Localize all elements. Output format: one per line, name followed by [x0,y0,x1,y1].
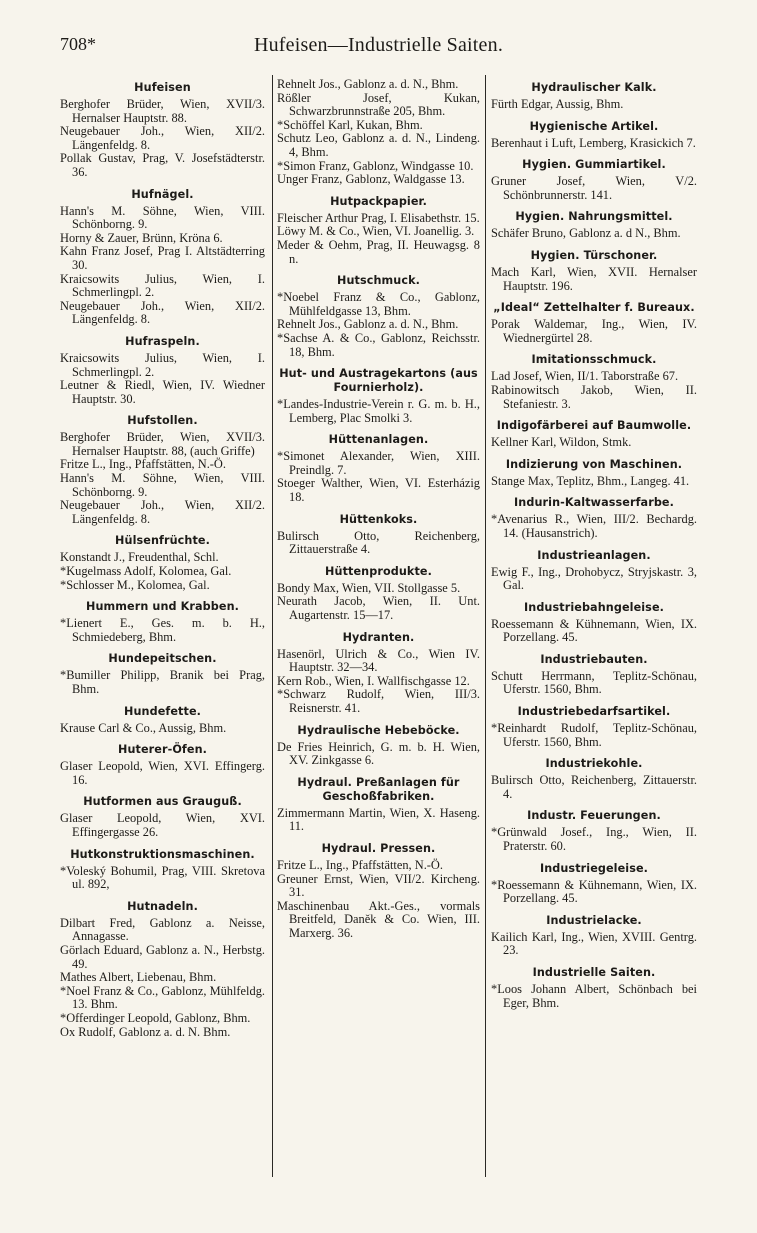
directory-entry: Glaser Leopold, Wien, XVI. Effingergasse 26. [60,811,265,839]
directory-entry: *Roessemann & Kühnemann, Wien, IX. Porzellang. 45. [491,877,697,906]
directory-entry: Bulirsch Otto, Reichenberg, Zittauerstr. 4. [491,773,697,801]
section-title: Industriegeleise. [539,861,649,875]
directory-entry: Maschinenbau Akt.-Ges., vormals Breitfeld, Daněk & Co. Wien, III. Marxerg. 36. [277,898,480,940]
column-divider [272,75,273,1177]
section-title: Indurin-Kaltwasserfarbe. [514,496,674,510]
directory-entry: Neugebauer Joh., Wien, XII/2. Längenfeldg. 8. [60,124,265,152]
directory-entry: Stange Max, Teplitz, Bhm., Langeg. 41. [491,473,690,488]
section-title: Industrielle Saiten. [532,966,656,979]
directory-entry: Horny & Zauer, Brünn, Kröna 6. [60,230,223,245]
directory-entry: Rehnelt Jos., Gablonz a. d. N., Bhm. [277,317,459,332]
section-title: Hüttenanlagen. [328,433,429,447]
directory-section [491,601,697,645]
section-title: Industriekohle. [545,757,643,771]
directory-section [491,862,697,906]
section-title: Hummern und Krabben. [86,600,239,614]
section-title: „Ideal“ Zettelhalter f. Bureaux. [493,301,695,315]
directory-section [277,776,480,834]
directory-entry: Hann's M. Söhne, Wien, VIII. Schönborng. 9. [60,203,265,232]
directory-section [491,549,697,593]
directory-entry: *Grünwald Josef., Ing., Wien, II. Praterstr. 60. [491,825,697,854]
directory-section [277,842,480,941]
directory-entry: *Bumiller Philipp, Branik bei Prag, Bhm. [60,668,265,696]
directory-entry: Rößler Josef, Kukan, Schwarzbrunnstraße 205, Bhm. [277,90,480,119]
directory-entry: Kraicsowits Julius, Wien, I. Schmerlingpl. 2. [60,271,265,300]
directory-section [491,249,697,293]
column-middle [277,78,480,941]
directory-entry: Leutner & Riedl, Wien, IV. Wiedner Hauptstr. 30. [60,378,265,406]
column-divider [485,75,486,1177]
section-title: Hydraulische Hebeböcke. [297,723,460,737]
section-title: Industriebedarfsartikel. [517,705,671,719]
directory-entry: Gruner Josef, Wien, V/2. Schönbrunnerstr. 141. [491,174,697,202]
section-title: Hutkonstruktionsmaschinen. [70,847,255,861]
directory-section [491,809,697,853]
directory-section [60,81,265,180]
section-title: Industr. Feuerungen. [527,809,661,823]
directory-entry: Hasenörl, Ulrich & Co., Wien IV. Hauptstr. 32—34. [277,646,480,675]
directory-entry: *Schlosser M., Kolomea, Gal. [60,577,210,592]
directory-section [491,496,697,540]
directory-entry: *Schöffel Karl, Kukan, Bhm. [277,117,423,132]
directory-entry: *Voleský Bohumil, Prag, VIII. Skretova ul. 892, [60,863,265,892]
section-title: Hüttenkoks. [339,512,418,526]
directory-entry: Bulirsch Otto, Reichenberg, Zittauerstraße 4. [277,528,480,557]
directory-entry: Schäfer Bruno, Gablonz a. d N., Bhm. [491,226,681,241]
directory-entry: *Loos Johann Albert, Schönbach bei Eger, Bhm. [491,982,697,1010]
directory-entry: Zimmermann Martin, Wien, X. Haseng. 11. [277,805,480,834]
page-number: 708* [60,34,96,54]
directory-section [60,335,265,406]
section-title: Hydraulischer Kalk. [531,81,657,94]
directory-entry: Kailich Karl, Ing., Wien, XVIII. Gentrg. 23. [491,929,697,958]
directory-section [60,652,265,696]
directory-entry: Stoeger Walther, Wien, VI. Esterházig 18. [277,476,480,505]
section-title: Hufeisen [134,81,191,94]
section-title: Hutnadeln. [127,899,198,913]
section-title: Hygien. Türschoner. [530,248,658,262]
directory-section [277,433,480,504]
section-title: Hüttenprodukte. [325,564,432,578]
directory-entry: *Simonet Alexander, Wien, XIII. Preindlg. 7. [277,449,480,477]
directory-section [491,653,697,697]
directory-section [60,188,265,327]
directory-entry: Berghofer Brüder, Wien, XVII/3. Hernalser Hauptstr. 88. [60,97,265,125]
directory-entry: Löwy M. & Co., Wien, VI. Joanellig. 3. [277,224,475,239]
directory-entry: De Fries Heinrich, G. m. b. H. Wien, XV. Zinkgasse 6. [277,739,480,768]
directory-section [277,724,480,768]
directory-entry: Unger Franz, Gablonz, Waldgasse 13. [277,172,465,187]
directory-section [60,414,265,526]
section-title: Industriebauten. [540,652,648,666]
section-title: Hygienische Artikel. [529,119,659,133]
directory-section [277,195,480,266]
directory-section [491,757,697,801]
section-title: Hutformen aus Grauguß. [83,795,242,809]
directory-section [491,914,697,958]
directory-entry: Mach Karl, Wien, XVII. Hernalser Hauptstr. 196. [491,264,697,293]
directory-section [277,631,480,716]
directory-entry: Roessemann & Kühnemann, Wien, IX. Porzellang. 45. [491,616,697,645]
directory-section [60,795,265,839]
directory-entry: *Lienert E., Ges. m. b. H., Schmiedeberg, Bhm. [60,616,265,644]
directory-entry: *Noebel Franz & Co., Gablonz, Mühlfeldgasse 13, Bhm. [277,290,480,318]
directory-entry: Dilbart Fred, Gablonz a. Neisse, Annagasse. [60,915,265,944]
directory-entry: *Avenarius R., Wien, III/2. Bechardg. 14. (Hausanstrich). [491,512,697,540]
directory-section [491,81,697,112]
section-title: Industrielacke. [546,913,642,927]
directory-entry: *Kugelmass Adolf, Kolomea, Gal. [60,564,232,579]
directory-entry: *Landes-Industrie-Verein r. G. m. b. H., Lemberg, Plac Smolki 3. [277,397,480,425]
directory-section [491,705,697,749]
directory-section [277,565,480,623]
section-title: Hutschmuck. [337,274,420,288]
directory-section [60,900,265,1039]
directory-section [491,966,697,1010]
directory-section [491,353,697,411]
directory-entry: *Noel Franz & Co., Gablonz, Mühlfeldg. 13. Bhm. [60,983,265,1012]
directory-section [60,534,265,592]
directory-entry: Pollak Gustav, Prag, V. Josefstädterstr. 36. [60,151,265,179]
directory-entry: Konstandt J., Freudenthal, Schl. [60,550,219,565]
directory-entry: Görlach Eduard, Gablonz a. N., Herbstg. 49. [60,942,265,971]
directory-entry: Schutt Herrmann, Teplitz-Schönau, Uferstr. 1560, Bhm. [491,668,697,697]
directory-entry: Porak Waldemar, Ing., Wien, IV. Wiednergürtel 28. [491,317,697,345]
directory-entry: Kahn Franz Josef, Prag I. Altstädterring 30. [60,244,265,272]
section-title: Huterer-Öfen. [117,743,207,757]
directory-entry: *Schwarz Rudolf, Wien, III/3. Reisnerstr. 41. [277,687,480,715]
directory-section [60,705,265,736]
column-left [60,78,265,1039]
directory-section [60,743,265,787]
section-title: Indizierung von Maschinen. [505,457,683,471]
directory-section [277,274,480,359]
page-header [0,34,757,60]
running-title: Hufeisen—Industrielle Saiten. [253,34,504,56]
section-title: Industriebahngeleise. [524,600,664,614]
directory-entry: Rehnelt Jos., Gablonz a. d. N., Bhm. [277,77,459,91]
section-title: Industrieanlagen. [537,548,651,562]
directory-section [491,301,697,345]
section-title: Hundepeitschen. [108,652,217,666]
column-right [491,78,697,1010]
directory-entry: Lad Josef, Wien, II/1. Taborstraße 67. [491,369,679,384]
directory-entry: *Sachse A. & Co., Gablonz, Reichsstr. 18, Bhm. [277,330,480,359]
directory-entry: Schutz Leo, Gablonz a. d. N., Lindeng. 4, Bhm. [277,131,480,159]
directory-section [277,513,480,557]
directory-entry: Ewig F., Ing., Drohobycz, Stryjskastr. 3, Gal. [491,564,697,593]
directory-entry: Berenhaut i Luft, Lemberg, Krasickich 7. [491,135,696,150]
directory-entry: Neugebauer Joh., Wien, XII/2. Längenfeldg. 8. [60,498,265,526]
section-title: Hygien. Gummiartikel. [522,158,666,172]
directory-entry: Neugebauer Joh., Wien, XII/2. Längenfeldg. 8. [60,298,265,327]
section-title: Hydraul. Preßanlagen für Geschoßfabriken. [297,775,460,803]
section-title: Hygien. Nahrungsmittel. [515,210,673,224]
directory-entry: Fürth Edgar, Aussig, Bhm. [491,97,624,111]
directory-entry: Fleischer Arthur Prag, I. Elisabethstr. 15. [277,210,480,225]
section-title: Imitationsschmuck. [531,353,657,367]
section-title: Indigofärberei auf Baumwolle. [496,419,692,433]
directory-section [491,158,697,202]
section-title: Hufnägel. [131,187,194,201]
directory-section [491,458,697,489]
directory-entry: Glaser Leopold, Wien, XVI. Effingerg. 16. [60,759,265,787]
section-title: Hufraspeln. [125,334,200,348]
section-title: Hufstollen. [127,414,198,428]
directory-entry: Meder & Oehm, Prag, II. Heuwagsg. 8 n. [277,237,480,266]
directory-entry: Fritze L., Ing., Pfaffstätten, N.-Ö. [277,857,443,872]
directory-entry: Ox Rudolf, Gablonz a. d. N. Bhm. [60,1024,231,1039]
section-title: Hundefette. [124,704,201,718]
directory-entry: Mathes Albert, Liebenau, Bhm. [60,970,217,985]
directory-section [491,120,697,151]
directory-entry: Krause Carl & Co., Aussig, Bhm. [60,720,227,735]
directory-entry: Hann's M. Söhne, Wien, VIII. Schönborng. 9. [60,471,265,499]
section-title: Hutpackpapier. [330,194,427,208]
directory-section [491,419,697,450]
section-title: Hut- und Austragekartons (aus Fournierholz). [279,367,478,395]
directory-entry: Neurath Jacob, Wien, II. Unt. Augartenstr. 15—17. [277,594,480,623]
directory-entry: Berghofer Brüder, Wien, XVII/3. Hernalser Hauptstr. 88, (auch Griffe) [60,430,265,458]
directory-entry: Bondy Max, Wien, VII. Stollgasse 5. [277,580,461,595]
directory-entry: *Simon Franz, Gablonz, Windgasse 10. [277,158,474,173]
directory-entry: Kern Rob., Wien, I. Wallfischgasse 12. [277,673,470,688]
directory-entry: Kellner Karl, Wildon, Stmk. [491,435,632,450]
section-title: Hülsenfrüchte. [115,534,210,548]
section-title: Hydranten. [342,630,415,644]
directory-entry: *Reinhardt Rudolf, Teplitz-Schönau, Uferstr. 1560, Bhm. [491,721,697,749]
directory-section [60,600,265,644]
directory-entry: Fritze L., Ing., Pfaffstätten, N.-Ö. [60,457,226,472]
directory-entry: *Offerdinger Leopold, Gablonz, Bhm. [60,1010,251,1025]
directory-section [60,848,265,892]
directory-entry: Kraicsowits Julius, Wien, I. Schmerlingpl. 2. [60,350,265,379]
directory-entry: Greuner Ernst, Wien, VII/2. Kircheng. 31. [277,871,480,900]
section-title: Hydraul. Pressen. [321,841,436,855]
directory-section [277,78,480,187]
directory-section [277,367,480,425]
directory-entry: Rabinowitsch Jakob, Wien, II. Stefaniestr. 3. [491,382,697,411]
directory-section [491,210,697,241]
